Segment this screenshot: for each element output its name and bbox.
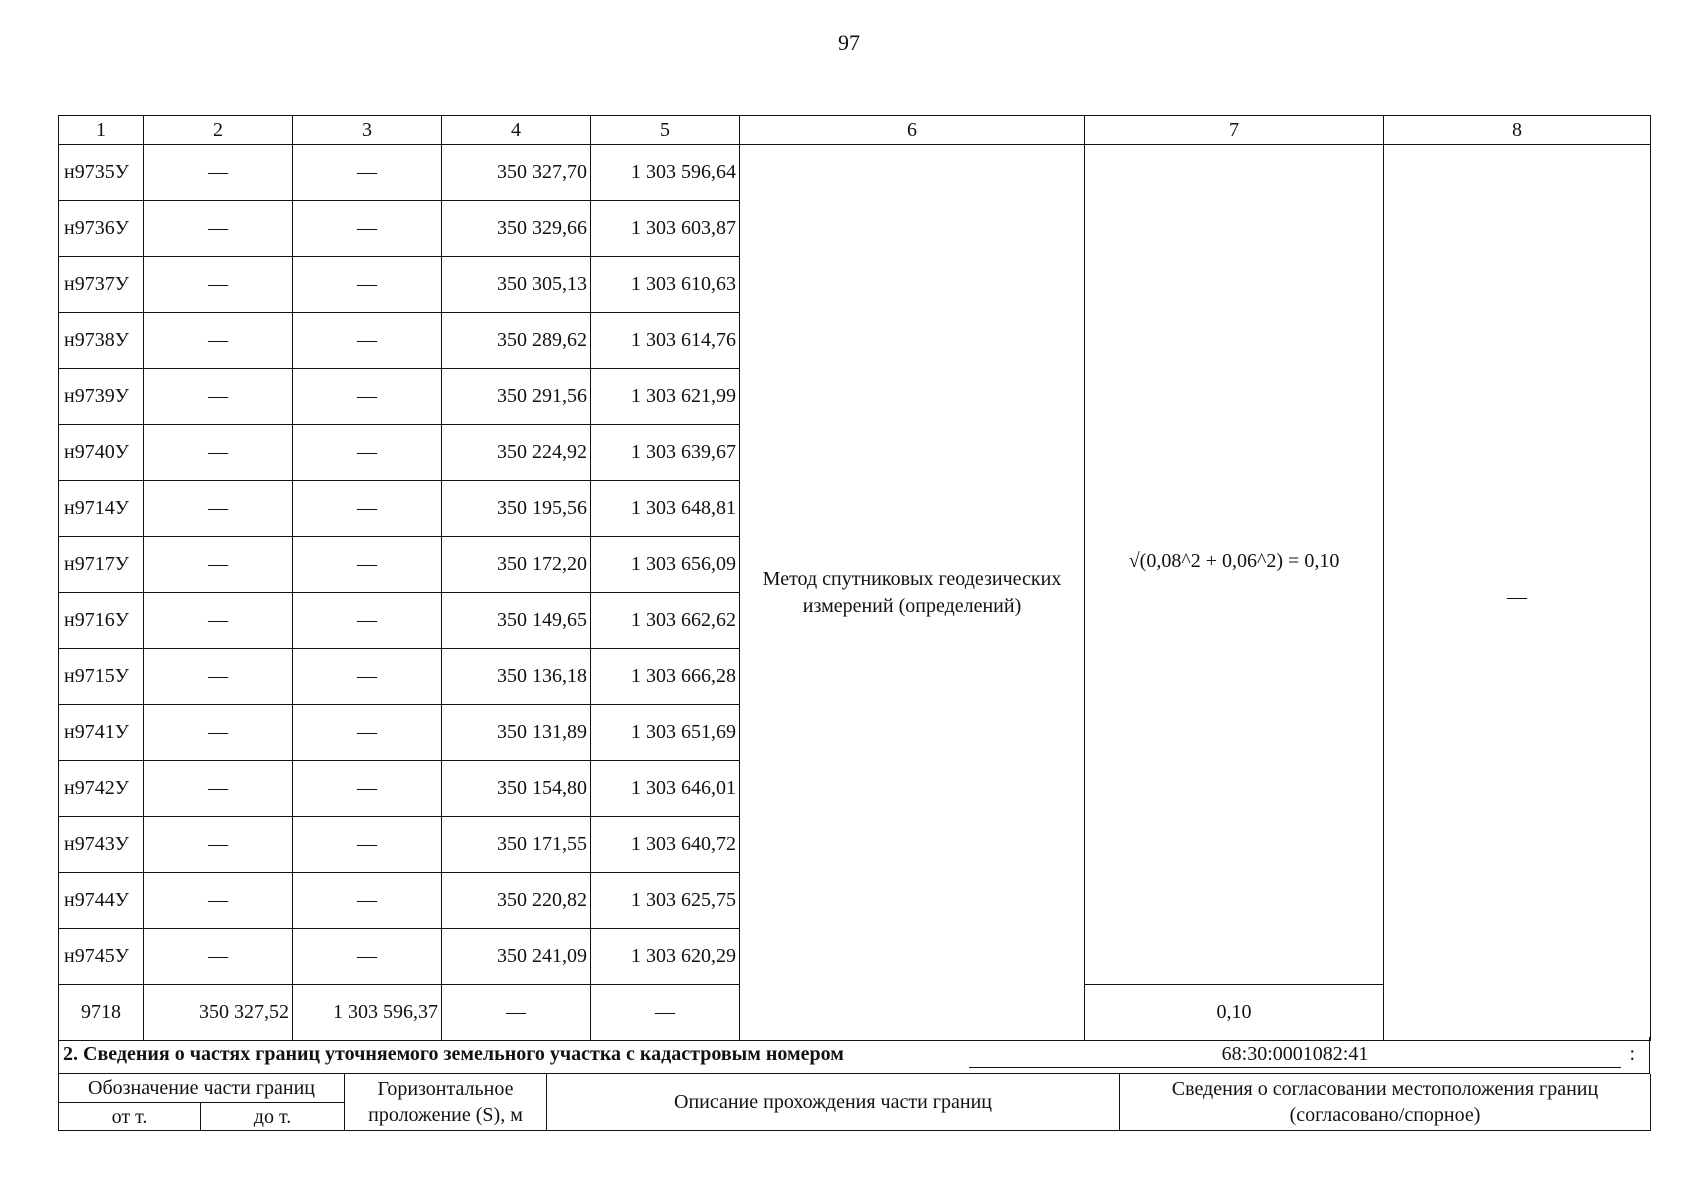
accuracy-formula-cell: √(0,08^2 + 0,06^2) = 0,10 [1085, 145, 1384, 985]
new-x: 350 289,62 [442, 313, 591, 369]
boundary-points-table [58, 115, 1651, 1041]
new-y: 1 303 639,67 [591, 425, 740, 481]
new-x: 350 220,82 [442, 873, 591, 929]
new-x: 350 224,92 [442, 425, 591, 481]
prev-y: — [293, 145, 442, 201]
prev-y: — [293, 761, 442, 817]
section2-colon: : [1629, 1043, 1635, 1065]
point-id: н9715У [59, 649, 144, 705]
prev-x: — [144, 369, 293, 425]
accuracy-value: 0,10 [1085, 985, 1384, 1041]
point-id: н9736У [59, 201, 144, 257]
prev-y: — [293, 593, 442, 649]
prev-y: — [293, 313, 442, 369]
prev-x: — [144, 201, 293, 257]
page-number: 97 [838, 30, 860, 55]
new-y: 1 303 625,75 [591, 873, 740, 929]
prev-x: — [144, 481, 293, 537]
prev-x: 350 327,52 [144, 985, 293, 1041]
new-x: 350 291,56 [442, 369, 591, 425]
new-y: 1 303 620,29 [591, 929, 740, 985]
new-y: 1 303 614,76 [591, 313, 740, 369]
column-number: 6 [740, 116, 1085, 145]
section2-title-cell [59, 1037, 1650, 1074]
prev-y: — [293, 817, 442, 873]
prev-x: — [144, 145, 293, 201]
point-id: н9716У [59, 593, 144, 649]
new-y: 1 303 610,63 [591, 257, 740, 313]
new-x: 350 329,66 [442, 201, 591, 257]
point-id: 9718 [59, 985, 144, 1041]
point-id: н9744У [59, 873, 144, 929]
point-id: н9740У [59, 425, 144, 481]
new-x: 350 149,65 [442, 593, 591, 649]
prev-x: — [144, 817, 293, 873]
prev-y: — [293, 649, 442, 705]
point-id: н9717У [59, 537, 144, 593]
section2-header-table [58, 1074, 1651, 1131]
point-id: н9742У [59, 761, 144, 817]
prev-x: — [144, 873, 293, 929]
new-y: 1 303 603,87 [591, 201, 740, 257]
new-y: 1 303 666,28 [591, 649, 740, 705]
new-y: 1 303 656,09 [591, 537, 740, 593]
agreement-header: Сведения о согласовании местоположения границ (согласовано/спорное) [1120, 1074, 1651, 1131]
new-x: 350 136,18 [442, 649, 591, 705]
part-designation-header: Обозначение части границ [59, 1074, 345, 1103]
description-header: Описание прохождения части границ [547, 1074, 1120, 1131]
new-x: 350 195,56 [442, 481, 591, 537]
point-id: н9737У [59, 257, 144, 313]
new-y: 1 303 596,64 [591, 145, 740, 201]
column-number: 5 [591, 116, 740, 145]
point-id: н9735У [59, 145, 144, 201]
new-y: 1 303 621,99 [591, 369, 740, 425]
prev-y: — [293, 873, 442, 929]
point-id: н9739У [59, 369, 144, 425]
prev-y: — [293, 481, 442, 537]
section2-title: 2. Сведения о частях границ уточняемого земельного участка с кадастровым номером [63, 1043, 844, 1065]
prev-y: 1 303 596,37 [293, 985, 442, 1041]
new-y: 1 303 646,01 [591, 761, 740, 817]
prev-x: — [144, 593, 293, 649]
new-y: 1 303 640,72 [591, 817, 740, 873]
prev-x: — [144, 649, 293, 705]
table-row [59, 145, 1651, 201]
point-id: н9743У [59, 817, 144, 873]
column-number: 2 [144, 116, 293, 145]
new-x: 350 305,13 [442, 257, 591, 313]
new-y: — [591, 985, 740, 1041]
new-x: 350 327,70 [442, 145, 591, 201]
section2-title-table [58, 1037, 1650, 1074]
new-x: 350 172,20 [442, 537, 591, 593]
new-y: 1 303 662,62 [591, 593, 740, 649]
column-number: 1 [59, 116, 144, 145]
new-x: 350 131,89 [442, 705, 591, 761]
prev-x: — [144, 705, 293, 761]
point-id: н9738У [59, 313, 144, 369]
column-number: 8 [1384, 116, 1651, 145]
new-x: 350 171,55 [442, 817, 591, 873]
horizontal-header: Горизонтальное проложение (S), м [345, 1074, 547, 1131]
new-y: 1 303 651,69 [591, 705, 740, 761]
prev-x: — [144, 425, 293, 481]
cadastral-number: 68:30:0001082:41 [969, 1043, 1621, 1068]
from-point-header: от т. [59, 1103, 201, 1131]
prev-y: — [293, 369, 442, 425]
prev-y: — [293, 201, 442, 257]
prev-y: — [293, 537, 442, 593]
column-number-row [59, 116, 1651, 145]
point-id: н9741У [59, 705, 144, 761]
prev-y: — [293, 257, 442, 313]
point-id: н9745У [59, 929, 144, 985]
prev-x: — [144, 929, 293, 985]
prev-y: — [293, 425, 442, 481]
column-number: 3 [293, 116, 442, 145]
new-x: 350 241,09 [442, 929, 591, 985]
to-point-header: до т. [201, 1103, 345, 1131]
column-number: 7 [1085, 116, 1384, 145]
prev-y: — [293, 929, 442, 985]
prev-x: — [144, 313, 293, 369]
new-y: 1 303 648,81 [591, 481, 740, 537]
prev-y: — [293, 705, 442, 761]
prev-x: — [144, 537, 293, 593]
prev-x: — [144, 761, 293, 817]
prev-x: — [144, 257, 293, 313]
method-cell: Метод спутниковых геодезических измерений (определений) [740, 145, 1085, 1041]
col8-cell: — [1384, 145, 1651, 1041]
new-x: 350 154,80 [442, 761, 591, 817]
point-id: н9714У [59, 481, 144, 537]
column-number: 4 [442, 116, 591, 145]
new-x: — [442, 985, 591, 1041]
